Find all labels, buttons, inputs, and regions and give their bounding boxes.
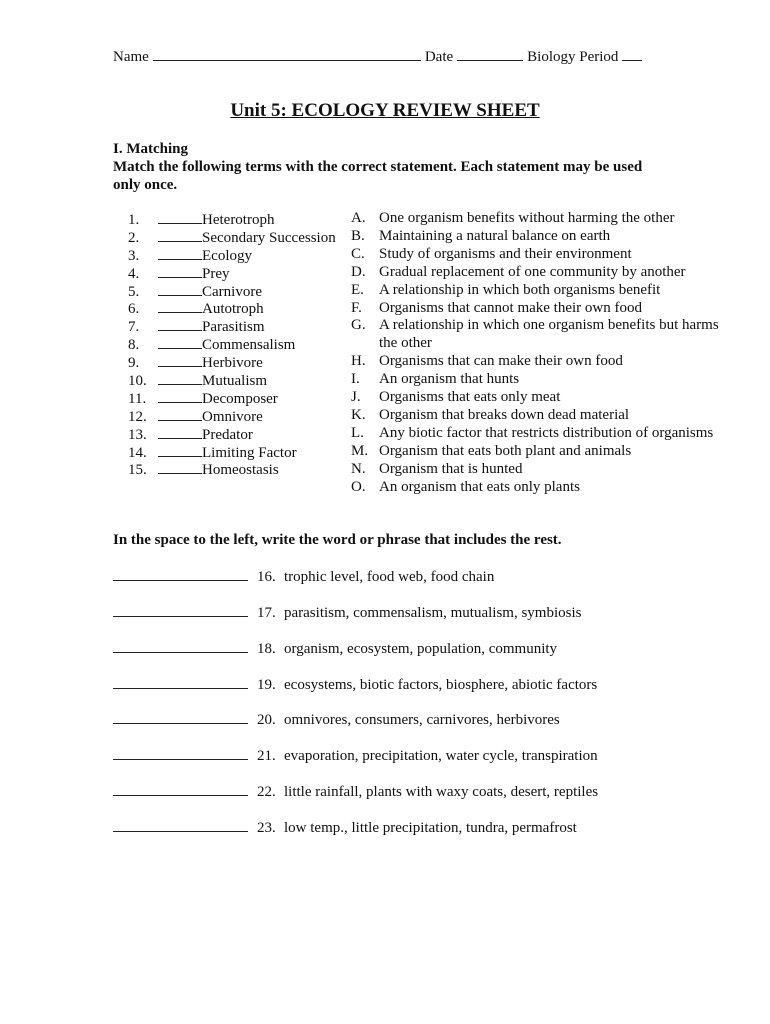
question-text: trophic level, food web, food chain	[284, 569, 495, 585]
term-row	[128, 335, 336, 353]
question-row	[113, 639, 557, 658]
definition-letter: O.	[351, 478, 366, 495]
term-row	[128, 425, 336, 443]
definition-letter: F.	[351, 299, 362, 316]
definition-letter: B.	[351, 227, 365, 244]
term-number: 2.	[128, 229, 140, 246]
answer-blank[interactable]	[113, 603, 248, 617]
term-row	[128, 460, 336, 478]
term-number: 1.	[128, 212, 140, 228]
term-row	[128, 282, 336, 300]
student-info-header	[113, 46, 646, 66]
term-number: 15.	[128, 462, 147, 479]
definition-row	[351, 210, 731, 228]
definition-row	[351, 425, 731, 443]
definition-row	[351, 228, 731, 246]
page-title: Unit 5: ECOLOGY REVIEW SHEET	[230, 100, 540, 121]
answer-blank[interactable]	[158, 246, 202, 260]
definition-row	[351, 371, 731, 389]
definition-text: Organisms that cannot make their own food	[379, 299, 642, 316]
period-field[interactable]	[622, 46, 642, 61]
definition-text: A relationship in which one organism benefits but harms the other	[379, 317, 719, 352]
term-row	[128, 210, 336, 228]
matching-instructions: Match the following terms with the correct statement. Each statement may be used only once.	[113, 159, 643, 193]
answer-blank[interactable]	[158, 299, 202, 313]
date-label: Date	[424, 49, 454, 65]
term-row	[128, 443, 336, 461]
question-number: 22.	[257, 784, 276, 800]
term-number: 9.	[128, 355, 140, 372]
question-number: 19.	[257, 677, 276, 693]
answer-blank[interactable]	[113, 675, 248, 689]
definition-text: Organism that is hunted	[379, 460, 523, 477]
definition-text: Study of organisms and their environment	[379, 245, 632, 262]
question-number: 21.	[257, 748, 276, 764]
term-number: 7.	[128, 319, 140, 336]
term-label: Omnivore	[202, 408, 263, 425]
definition-text: An organism that eats only plants	[379, 478, 580, 495]
question-text: organism, ecosystem, population, community	[284, 641, 558, 657]
period-label: Biology Period	[527, 49, 619, 65]
definition-text: Organism that breaks down dead material	[379, 406, 630, 423]
term-row	[128, 264, 336, 282]
term-number: 8.	[128, 337, 140, 354]
term-row	[128, 407, 336, 425]
definition-row	[351, 282, 731, 300]
term-label: Herbivore	[202, 355, 263, 372]
answer-blank[interactable]	[158, 264, 202, 278]
definition-letter: L.	[351, 424, 364, 441]
definition-letter: E.	[351, 281, 364, 298]
answer-blank[interactable]	[113, 639, 248, 653]
term-number: 13.	[128, 426, 147, 443]
name-label: Name	[113, 49, 149, 65]
question-number: 18.	[257, 641, 276, 657]
section2-instructions: In the space to the left, write the word or phrase that includes the rest.	[113, 532, 562, 548]
answer-blank[interactable]	[158, 407, 202, 421]
term-label: Parasitism	[202, 319, 265, 336]
term-label: Prey	[202, 265, 230, 282]
definition-letter: J.	[351, 389, 361, 406]
question-text: low temp., little precipitation, tundra, permafrost	[284, 820, 577, 836]
term-row	[128, 353, 336, 371]
answer-blank[interactable]	[113, 818, 248, 832]
definition-row	[351, 461, 731, 479]
definition-text: Gradual replacement of one community by another	[379, 263, 686, 280]
question-row	[113, 746, 598, 765]
term-label: Limiting Factor	[202, 444, 297, 461]
term-number: 5.	[128, 283, 140, 300]
definition-row	[351, 317, 731, 353]
definition-letter: H.	[351, 353, 366, 370]
answer-blank[interactable]	[158, 210, 202, 224]
answer-blank[interactable]	[113, 782, 248, 796]
term-row	[128, 299, 336, 317]
definition-letter: C.	[351, 245, 365, 262]
question-text: omnivores, consumers, carnivores, herbivores	[284, 712, 560, 728]
answer-blank[interactable]	[113, 710, 248, 724]
term-label: Mutualism	[202, 373, 268, 390]
answer-blank[interactable]	[158, 335, 202, 349]
definition-row	[351, 407, 731, 425]
term-number: 14.	[128, 444, 147, 461]
term-number: 10.	[128, 373, 147, 390]
term-number: 11.	[128, 390, 147, 407]
term-row	[128, 228, 336, 246]
definition-row	[351, 264, 731, 282]
answer-blank[interactable]	[113, 746, 248, 760]
definitions-list	[351, 210, 731, 497]
definition-text: A relationship in which both organisms benefit	[379, 281, 661, 298]
term-number: 3.	[128, 247, 140, 264]
definition-letter: K.	[351, 406, 366, 423]
answer-blank[interactable]	[158, 317, 202, 331]
name-field[interactable]	[153, 46, 421, 61]
answer-blank[interactable]	[158, 228, 202, 242]
definition-letter: G.	[351, 317, 366, 334]
question-text: ecosystems, biotic factors, biosphere, abiotic factors	[284, 677, 598, 693]
question-text: little rainfall, plants with waxy coats, desert, reptiles	[284, 784, 599, 800]
definition-letter: A.	[351, 210, 366, 226]
definition-text: One organism benefits without harming the other	[379, 210, 675, 226]
definition-text: Maintaining a natural balance on earth	[379, 227, 611, 244]
definition-row	[351, 479, 731, 497]
term-number: 4.	[128, 265, 140, 282]
term-label: Ecology	[202, 247, 252, 264]
answer-blank[interactable]	[113, 567, 248, 581]
question-row	[113, 567, 494, 586]
question-row	[113, 782, 598, 801]
term-label: Autotroph	[202, 301, 264, 318]
question-text: parasitism, commensalism, mutualism, symbiosis	[284, 605, 582, 621]
term-label: Carnivore	[202, 283, 262, 300]
term-number: 6.	[128, 301, 140, 318]
term-number: 12.	[128, 408, 147, 425]
answer-blank[interactable]	[158, 460, 202, 474]
answer-blank[interactable]	[158, 371, 202, 385]
definition-row	[351, 300, 731, 318]
term-label: Commensalism	[202, 337, 296, 354]
definition-row	[351, 443, 731, 461]
answer-blank[interactable]	[158, 443, 202, 457]
question-number: 23.	[257, 820, 276, 836]
definition-text: Organisms that can make their own food	[379, 353, 623, 370]
term-label: Secondary Succession	[202, 229, 336, 246]
question-number: 20.	[257, 712, 276, 728]
date-field[interactable]	[457, 46, 523, 61]
term-row	[128, 371, 336, 389]
answer-blank[interactable]	[158, 282, 202, 296]
definition-letter: M.	[351, 442, 369, 459]
answer-blank[interactable]	[158, 389, 202, 403]
question-row	[113, 710, 560, 729]
term-label: Homeostasis	[202, 462, 279, 479]
answer-blank[interactable]	[158, 425, 202, 439]
definition-row	[351, 389, 731, 407]
question-row	[113, 603, 582, 622]
section-heading-matching: I. Matching	[113, 141, 188, 157]
terms-list	[128, 210, 336, 478]
definition-row	[351, 246, 731, 264]
answer-blank[interactable]	[158, 353, 202, 367]
term-row	[128, 389, 336, 407]
term-label: Heterotroph	[202, 212, 275, 228]
definition-row	[351, 353, 731, 371]
term-row	[128, 246, 336, 264]
question-row	[113, 818, 577, 837]
definition-letter: I.	[351, 371, 360, 388]
definition-text: Organism that eats both plant and animals	[379, 442, 632, 459]
question-row	[113, 675, 597, 694]
definition-letter: D.	[351, 263, 366, 280]
question-text: evaporation, precipitation, water cycle, transpiration	[284, 748, 598, 764]
question-number: 17.	[257, 605, 276, 621]
definition-text: Organisms that eats only meat	[379, 389, 561, 406]
question-number: 16.	[257, 569, 276, 585]
definition-text: An organism that hunts	[379, 371, 520, 388]
term-row	[128, 317, 336, 335]
definition-letter: N.	[351, 460, 366, 477]
definition-text: Any biotic factor that restricts distribution of organisms	[379, 424, 714, 441]
term-label: Decomposer	[202, 390, 278, 407]
term-label: Predator	[202, 426, 253, 443]
